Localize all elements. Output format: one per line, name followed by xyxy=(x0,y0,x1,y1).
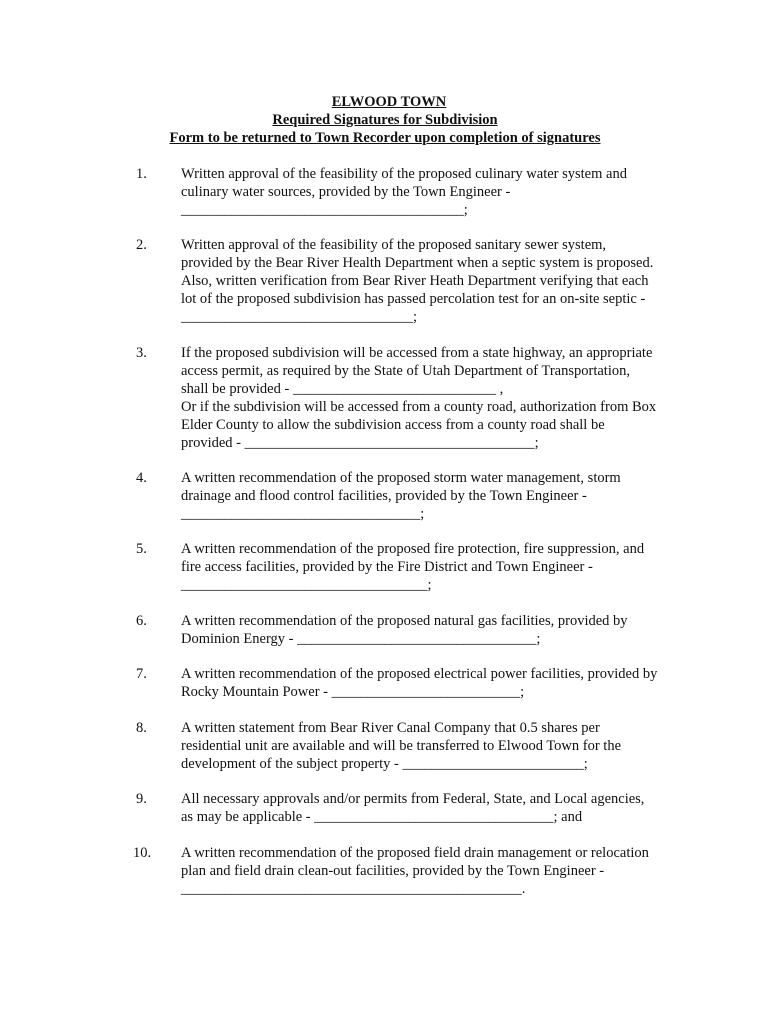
item-number: 3. xyxy=(136,345,147,361)
item-line: lot of the proposed subdivision has passed percolation test for an on-site septic - xyxy=(181,291,646,307)
item-text xyxy=(181,719,691,773)
item-text xyxy=(181,540,691,594)
document-title: ELWOOD TOWN xyxy=(331,94,447,110)
signature-line: provided - ________________________________________; xyxy=(181,435,539,451)
item-line: Elder County to allow the subdivision access from a county road shall be xyxy=(181,417,605,433)
item-line: residential unit are available and will be transferred to Elwood Town for the xyxy=(181,738,622,754)
item-line: Written approval of the feasibility of the proposed culinary water system and xyxy=(181,166,627,182)
item-line: A written recommendation of the proposed storm water management, storm xyxy=(181,470,621,486)
item-line: Written approval of the feasibility of the proposed sanitary sewer system, xyxy=(181,237,607,253)
signature-line: _______________________________________; xyxy=(181,202,468,218)
item-line: fire access facilities, provided by the Fire District and Town Engineer - xyxy=(181,559,593,575)
item-line: A written statement from Bear River Canal Company that 0.5 shares per xyxy=(181,720,600,736)
item-number: 10. xyxy=(133,845,152,861)
signature-line: as may be applicable - _________________________________; and xyxy=(181,809,583,825)
item-text xyxy=(181,844,691,898)
item-text xyxy=(181,344,691,452)
item-line: A written recommendation of the proposed fire protection, fire suppression, and xyxy=(181,541,645,557)
item-line: access permit, as required by the State of Utah Department of Transportation, xyxy=(181,363,630,379)
item-number: 9. xyxy=(136,791,147,807)
item-number: 2. xyxy=(136,237,147,253)
signature-line: development of the subject property - _________________________; xyxy=(181,756,588,772)
item-number: 8. xyxy=(136,720,147,736)
item-line: If the proposed subdivision will be accessed from a state highway, an appropriate xyxy=(181,345,653,361)
item-line: All necessary approvals and/or permits from Federal, State, and Local agencies, xyxy=(181,791,645,807)
item-text xyxy=(181,469,691,523)
item-text xyxy=(181,665,691,701)
item-text xyxy=(181,790,691,826)
item-number: 6. xyxy=(136,613,147,629)
document-instruction: Form to be returned to Town Recorder upon completion of signatures xyxy=(169,130,601,146)
item-number: 4. xyxy=(136,470,147,486)
item-line: A written recommendation of the proposed electrical power facilities, provided by xyxy=(181,666,658,682)
document-subtitle: Required Signatures for Subdivision xyxy=(272,112,498,128)
item-line: Also, written verification from Bear River Heath Department verifying that each xyxy=(181,273,649,289)
signature-line: _______________________________________________. xyxy=(181,881,526,897)
item-text xyxy=(181,612,691,648)
item-number: 1. xyxy=(136,166,147,182)
signature-line: shall be provided - ____________________________ , xyxy=(181,381,504,397)
item-line: provided by the Bear River Health Department when a septic system is proposed. xyxy=(181,255,654,271)
item-line: culinary water sources, provided by the Town Engineer - xyxy=(181,184,511,200)
item-text xyxy=(181,236,691,326)
item-line: plan and field drain clean-out facilities, provided by the Town Engineer - xyxy=(181,863,605,879)
signature-line: _________________________________; xyxy=(181,506,425,522)
signature-line: Rocky Mountain Power - __________________________; xyxy=(181,684,525,700)
item-number: 7. xyxy=(136,666,147,682)
item-text xyxy=(181,165,691,219)
item-line: A written recommendation of the proposed natural gas facilities, provided by xyxy=(181,613,628,629)
item-line: A written recommendation of the proposed field drain management or relocation xyxy=(181,845,649,861)
signature-line: ________________________________; xyxy=(181,309,418,325)
item-number: 5. xyxy=(136,541,147,557)
item-line: drainage and flood control facilities, provided by the Town Engineer - xyxy=(181,488,587,504)
signature-line: Dominion Energy - _________________________________; xyxy=(181,631,541,647)
item-line: Or if the subdivision will be accessed from a county road, authorization from Box xyxy=(181,399,657,415)
document-header xyxy=(0,93,770,147)
signature-line: __________________________________; xyxy=(181,577,432,593)
